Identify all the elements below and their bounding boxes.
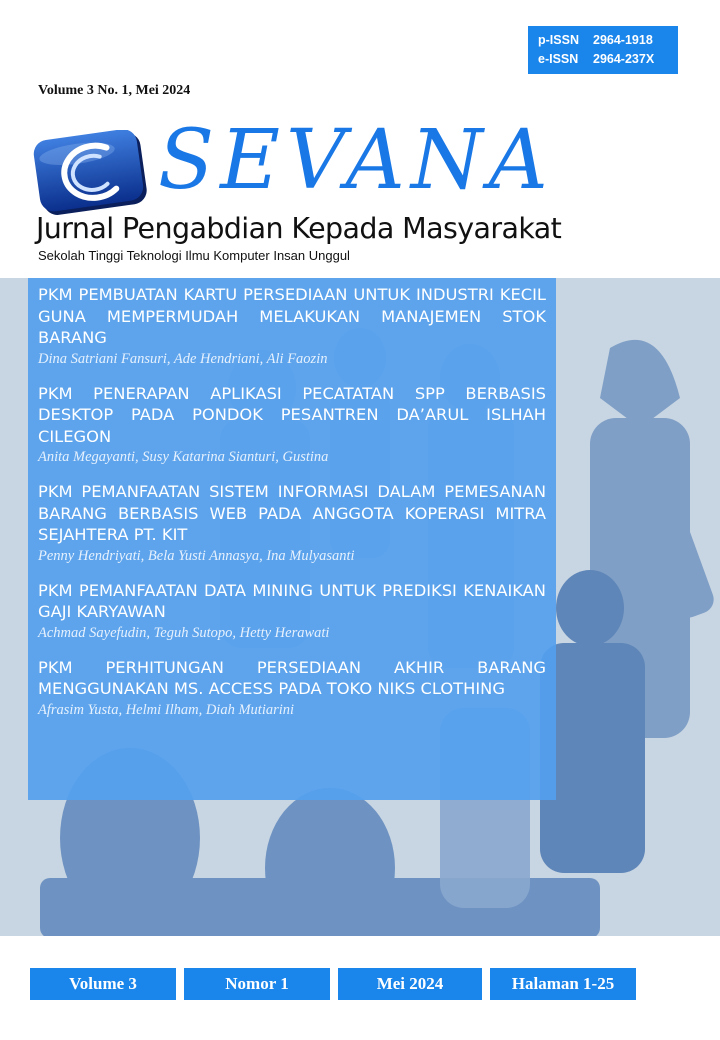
journal-subtitle: Jurnal Pengabdian Kepada Masyarakat	[36, 212, 562, 245]
article-item[interactable]	[38, 580, 546, 643]
article-item[interactable]	[38, 657, 546, 720]
article-title: PKM PEMANFAATAN SISTEM INFORMASI DALAM PEMESANAN BARANG BERBASIS WEB PADA ANGGOTA KOPERASI MITRA SEJAHTERA PT. KIT	[38, 482, 546, 544]
journal-logo-icon	[32, 130, 150, 218]
online-issn-label: e-ISSN	[538, 52, 579, 66]
footer-volume: Volume 3	[30, 968, 176, 1000]
footer-date: Mei 2024	[338, 968, 482, 1000]
article-authors: Achmad Sayefudin, Teguh Sutopo, Hetty Herawati	[38, 624, 330, 641]
online-issn-value: 2964-237X	[593, 52, 655, 66]
article-title: PKM PEMBUATAN KARTU PERSEDIAAN UNTUK INDUSTRI KECIL GUNA MEMPERMUDAH MELAKUKAN MANAJEMEN STOK BARANG	[38, 285, 546, 347]
article-title: PKM PENERAPAN APLIKASI PECATATAN SPP BERBASIS DESKTOP PADA PONDOK PESANTREN DA’ARUL ISLHAH CILEGON	[38, 383, 546, 446]
print-issn-value: 2964-1918	[593, 33, 653, 47]
article-title: PKM PEMANFAATAN DATA MINING UNTUK PREDIKSI KENAIKAN GAJI KARYAWAN	[38, 580, 546, 621]
volume-line: Volume 3 No. 1, Mei 2024	[38, 83, 191, 98]
article-item[interactable]	[38, 284, 546, 369]
article-item[interactable]	[38, 383, 546, 468]
journal-title: SEVANA	[158, 113, 554, 208]
footer-number: Nomor 1	[184, 968, 330, 1000]
article-authors: Afrasim Yusta, Helmi Ilham, Diah Mutiarini	[38, 701, 295, 718]
article-authors: Dina Satriani Fansuri, Ade Hendriani, Ali Faozin	[38, 350, 328, 367]
article-authors: Anita Megayanti, Susy Katarina Sianturi, Gustina	[38, 449, 329, 465]
issn-box	[528, 26, 678, 74]
article-authors: Penny Hendriyati, Bela Yusti Annasya, Ina Mulyasanti	[38, 547, 355, 564]
print-issn-label: p-ISSN	[538, 33, 579, 47]
institution-name: Sekolah Tinggi Teknologi Ilmu Komputer Insan Unggul	[38, 248, 350, 263]
online-issn-row	[538, 50, 678, 69]
article-title: PKM PERHITUNGAN PERSEDIAAN AKHIR BARANG MENGGUNAKAN MS. ACCESS PADA TOKO NIKS CLOTHING	[38, 657, 546, 698]
print-issn-row	[538, 31, 678, 50]
footer-pages: Halaman 1-25	[490, 968, 636, 1000]
article-item[interactable]	[38, 481, 546, 566]
article-list	[28, 278, 556, 800]
